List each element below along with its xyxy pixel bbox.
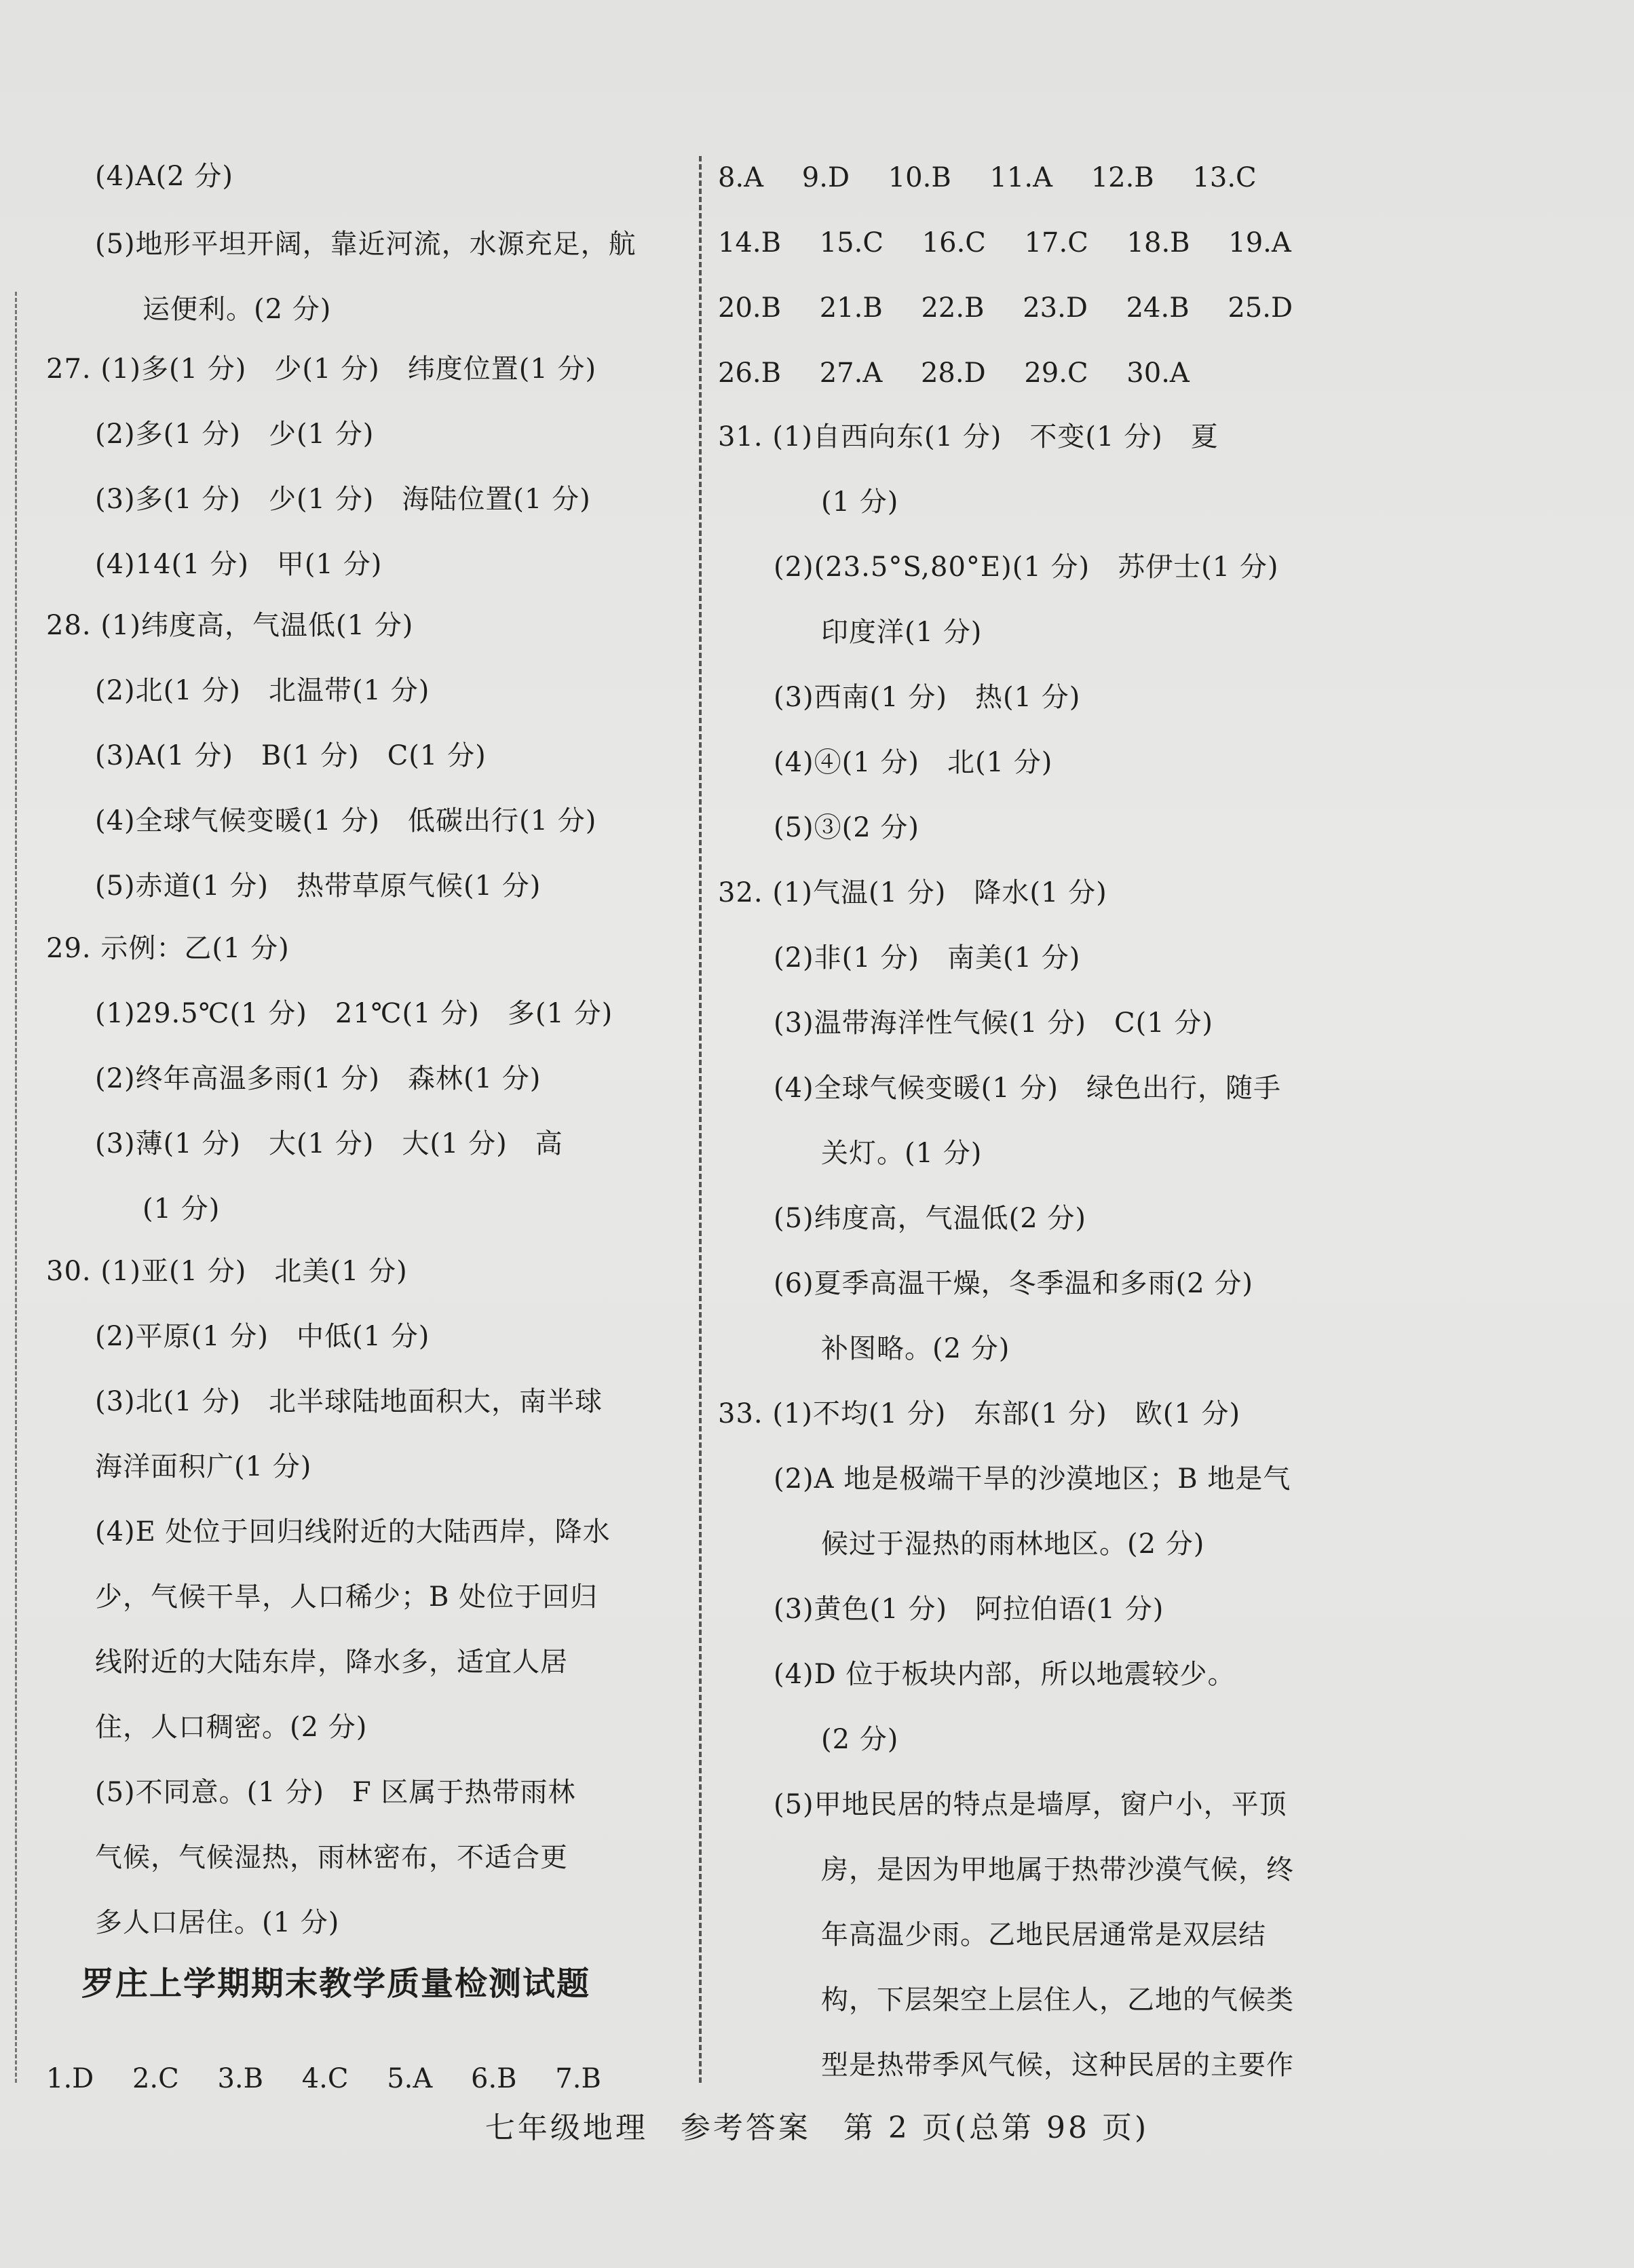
answer-line: 关灯。(1 分) <box>821 1138 983 1169</box>
answer-line: (3)北(1 分) 北半球陆地面积大，南半球 <box>95 1386 603 1417</box>
mc-answer: 11.A <box>989 162 1052 193</box>
mc-answer: 15.C <box>819 227 884 258</box>
mc-answer: 29.C <box>1024 358 1088 389</box>
answer-line: (2)平原(1 分) 中低(1 分) <box>95 1321 430 1352</box>
answer-line: (2)A 地是极端干旱的沙漠地区；B 地是气 <box>774 1463 1291 1495</box>
page-footer: 七年级地理 参考答案 第 2 页(总第 98 页) <box>484 2111 1150 2145</box>
mc-answer: 14.B <box>718 227 782 258</box>
answer-line: (3)西南(1 分) 热(1 分) <box>774 682 1081 713</box>
mc-answer: 20.B <box>718 292 782 324</box>
answer-line: 补图略。(2 分) <box>821 1333 1010 1364</box>
answer-line: (2 分) <box>821 1724 899 1755</box>
answer-line: 型是热带季风气候，这种民居的主要作 <box>821 2050 1294 2081</box>
mc-answer: 23.D <box>1023 292 1088 324</box>
answer-line: (4)④(1 分) 北(1 分) <box>774 747 1053 778</box>
mc-answer: 3.B <box>217 2063 264 2094</box>
answer-line: (2)(23.5°S,80°E)(1 分) 苏伊士(1 分) <box>774 552 1279 583</box>
answer-line: (3)薄(1 分) 大(1 分) 大(1 分) 高 <box>95 1128 563 1159</box>
answer-line: (4)D 位于板块内部，所以地震较少。 <box>774 1659 1236 1690</box>
section-title: 罗庄上学期期末教学质量检测试题 <box>81 1965 591 2003</box>
answer-line: 30. (1)亚(1 分) 北美(1 分) <box>46 1256 408 1287</box>
answer-line: (1 分) <box>142 1193 221 1225</box>
binding-cut-line <box>15 292 17 2083</box>
answer-line: (3)温带海洋性气候(1 分) C(1 分) <box>774 1007 1214 1039</box>
answer-line: 少，气候干旱，人口稀少；B 处位于回归 <box>95 1581 598 1613</box>
answer-line: (4)全球气候变暖(1 分) 低碳出行(1 分) <box>95 805 597 837</box>
mc-answer: 26.B <box>718 358 782 389</box>
answer-line: (2)北(1 分) 北温带(1 分) <box>95 675 430 706</box>
answer-line: (5)不同意。(1 分) F 区属于热带雨林 <box>95 1777 576 1808</box>
answer-line: 27. (1)多(1 分) 少(1 分) 纬度位置(1 分) <box>46 353 597 385</box>
answer-line: 房，是因为甲地属于热带沙漠气候，终 <box>821 1854 1294 1885</box>
answer-line: (6)夏季高温干燥，冬季温和多雨(2 分) <box>774 1268 1254 1299</box>
answer-line: 住，人口稠密。(2 分) <box>95 1712 368 1743</box>
mc-answer: 5.A <box>387 2063 433 2094</box>
mc-answer: 21.B <box>819 292 883 324</box>
answer-line: (2)终年高温多雨(1 分) 森林(1 分) <box>95 1063 542 1094</box>
mc-answer: 22.B <box>921 292 985 324</box>
answer-line: 线附近的大陆东岸，降水多，适宜人居 <box>95 1647 568 1678</box>
multiple-choice-row <box>46 2062 631 2095</box>
answer-line: 气候，气候湿热，雨林密布，不适合更 <box>95 1842 568 1873</box>
answer-line: 33. (1)不均(1 分) 东部(1 分) 欧(1 分) <box>718 1398 1241 1429</box>
answer-line: (2)非(1 分) 南美(1 分) <box>774 942 1081 974</box>
answer-line: 海洋面积广(1 分) <box>95 1451 312 1482</box>
answer-line: (1 分) <box>821 486 899 518</box>
mc-answer: 17.C <box>1024 227 1088 258</box>
answer-line: 构，下层架空上层住人，乙地的气候类 <box>821 1984 1294 2016</box>
mc-answer: 8.A <box>718 162 764 193</box>
answer-line: (4)A(2 分) <box>95 161 233 192</box>
mc-answer: 6.B <box>471 2063 517 2094</box>
mc-answer: 10.B <box>888 162 951 193</box>
answer-line: (3)多(1 分) 少(1 分) 海陆位置(1 分) <box>95 484 591 515</box>
mc-answer: 25.D <box>1228 292 1293 324</box>
mc-answer: 13.C <box>1192 162 1257 193</box>
answer-line: (5)纬度高，气温低(2 分) <box>774 1203 1087 1234</box>
answer-line: 运便利。(2 分) <box>142 294 332 325</box>
answer-line: (5)③(2 分) <box>774 812 920 843</box>
multiple-choice-row <box>718 161 1287 194</box>
mc-answer: 9.D <box>801 162 850 193</box>
answer-line: (5)甲地民居的特点是墙厚，窗户小，平顶 <box>774 1789 1287 1820</box>
answer-line: (5)地形平坦开阔，靠近河流，水源充足，航 <box>95 229 636 260</box>
answer-line: 年高温少雨。乙地民居通常是双层结 <box>821 1919 1266 1950</box>
answer-line: 31. (1)自西向东(1 分) 不变(1 分) 夏 <box>718 421 1219 453</box>
mc-answer: 7.B <box>555 2063 601 2094</box>
mc-answer: 18.B <box>1126 227 1190 258</box>
answer-line: (2)多(1 分) 少(1 分) <box>95 419 375 450</box>
mc-answer: 19.A <box>1228 227 1291 258</box>
answer-line: 28. (1)纬度高，气温低(1 分) <box>46 610 414 641</box>
answer-line: (4)14(1 分) 甲(1 分) <box>95 549 383 580</box>
mc-answer: 24.B <box>1126 292 1190 324</box>
multiple-choice-row <box>718 357 1219 389</box>
mc-answer: 16.C <box>922 227 986 258</box>
answer-line: (5)赤道(1 分) 热带草原气候(1 分) <box>95 870 542 902</box>
mc-answer: 4.C <box>301 2063 349 2094</box>
mc-answer: 30.A <box>1126 358 1190 389</box>
answer-line: (1)29.5℃(1 分) 21℃(1 分) 多(1 分) <box>95 998 613 1029</box>
multiple-choice-row <box>718 292 1323 324</box>
answer-line: 29. 示例：乙(1 分) <box>46 933 290 964</box>
answer-line: 32. (1)气温(1 分) 降水(1 分) <box>718 877 1107 908</box>
column-divider <box>699 156 702 2083</box>
answer-line: 多人口居住。(1 分) <box>95 1907 340 1938</box>
answer-line: (3)黄色(1 分) 阿拉伯语(1 分) <box>774 1594 1164 1625</box>
mc-answer: 27.A <box>819 358 883 389</box>
answer-line: (4)E 处位于回归线附近的大陆西岸，降水 <box>95 1516 611 1548</box>
mc-answer: 1.D <box>46 2063 94 2094</box>
answer-line: (4)全球气候变暖(1 分) 绿色出行，随手 <box>774 1073 1282 1104</box>
mc-answer: 28.D <box>920 358 986 389</box>
answer-line: 印度洋(1 分) <box>821 617 983 648</box>
answer-line: (3)A(1 分) B(1 分) C(1 分) <box>95 740 487 771</box>
answer-line: 候过于湿热的雨林地区。(2 分) <box>821 1529 1205 1560</box>
multiple-choice-row <box>718 227 1321 259</box>
mc-answer: 12.B <box>1090 162 1154 193</box>
mc-answer: 2.C <box>132 2063 179 2094</box>
